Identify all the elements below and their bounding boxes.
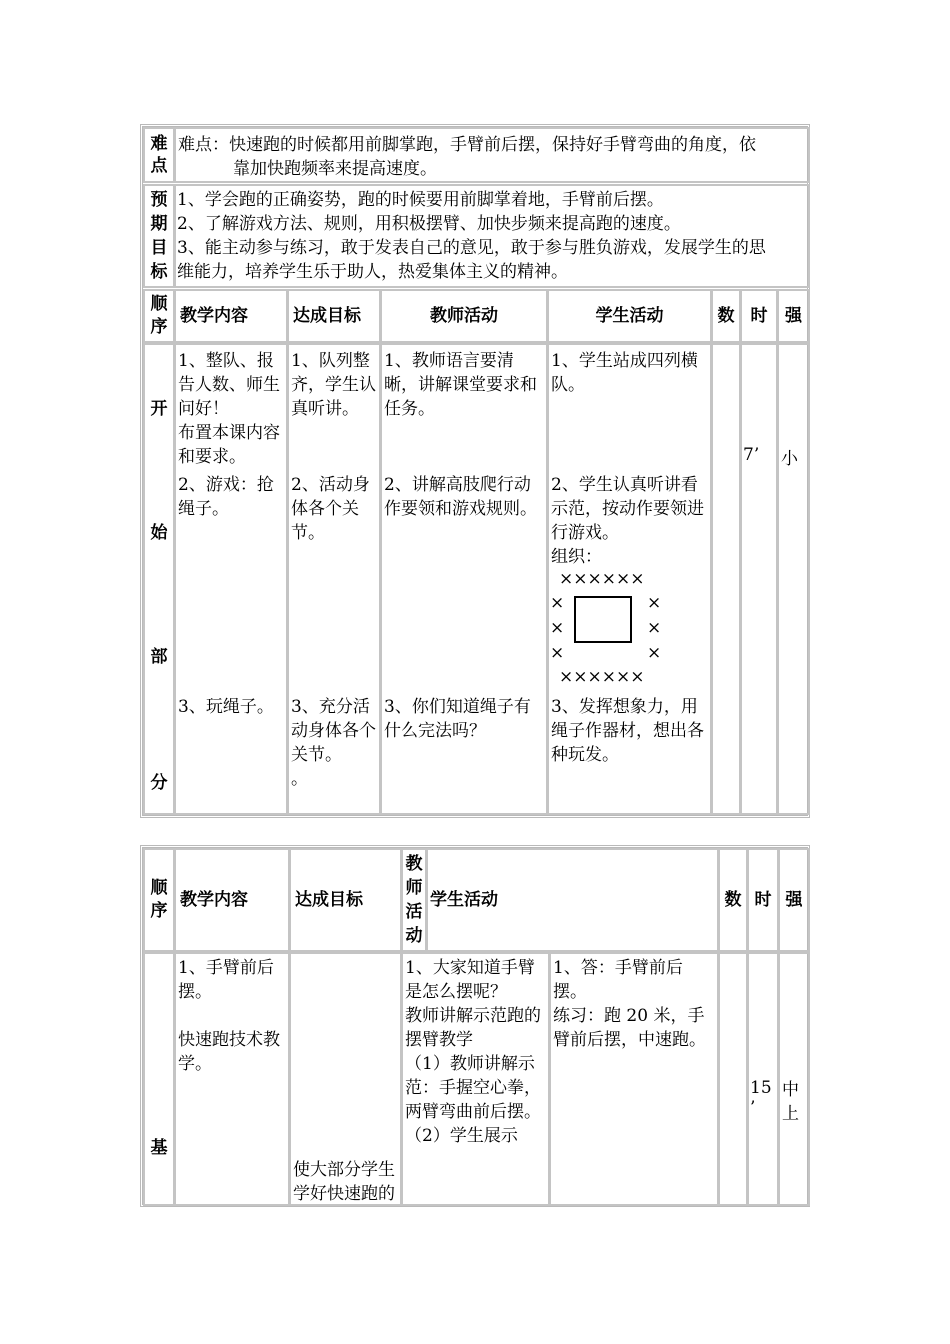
t2-header-order: 顺 序 — [143, 848, 175, 952]
student-item-1: 1、学生站成四列横队。 — [551, 351, 698, 395]
header-intensity: 强 — [777, 289, 810, 343]
difficulty-label: 难 点 — [143, 127, 175, 183]
header-target: 达成目标 — [287, 289, 381, 343]
header-order: 顺 序 — [143, 289, 175, 343]
t2-intensity-cell — [778, 952, 810, 1206]
teacher-item-2: 2、讲解高肢爬行动作要领和游戏规则。 — [384, 475, 537, 519]
lesson-plan-table-2 — [140, 845, 810, 1207]
intensity-value: 小 — [781, 449, 798, 469]
section-label-start — [143, 343, 175, 815]
target-item-3: 3、充分活动身体各个关节。 。 — [291, 697, 376, 789]
t2-section-char: 基 — [150, 1138, 168, 1158]
teacher-item-1: 1、教师语言要清晰，讲解课堂要求和任务。 — [384, 351, 537, 419]
t2-teacher-text: 1、大家知道手臂是怎么摆呢？ 教师讲解示范跑的摆臂教学 （1）教师讲解示范：手握空心拳，两臂弯曲前后摆。 （2）学生展示 — [405, 958, 541, 1146]
formation-left-2: × — [550, 618, 565, 638]
section-char-2: 始 — [150, 523, 168, 543]
target-cell — [287, 343, 381, 815]
t2-header-count: 数 — [718, 848, 748, 952]
student-item-3: 3、发挥想象力，用绳子作器材，想出各种玩发。 — [551, 697, 704, 765]
time-cell — [740, 343, 778, 815]
teacher-item-3: 3、你们知道绳子有什么完法吗？ — [384, 697, 531, 741]
t2-content-cell — [174, 952, 290, 1206]
t2-time-value: 15 ’ — [750, 1078, 772, 1118]
time-value: 7’ — [743, 445, 760, 465]
formation-right-1: × — [647, 593, 662, 613]
difficulty-text-continued: 靠加快跑频率来提高速度。 — [233, 159, 437, 179]
goals-label: 预 期 目 标 — [143, 184, 175, 288]
difficulty-text: 难点：快速跑的时候都用前脚掌跑，手臂前后摆，保持好手臂弯曲的角度，依 — [178, 135, 756, 155]
t2-target-text: 使大部分学生学好快速跑的 — [293, 1160, 395, 1204]
t2-teacher-cell — [401, 952, 550, 1206]
goal-line-1: 1、学会跑的正确姿势，跑的时候要用前脚掌着地，手臂前后摆。 — [177, 190, 664, 210]
t2-student-text: 1、答：手臂前后摆。 练习：跑 20 米，手臂前后摆，中速跑。 — [553, 958, 706, 1050]
section-char-1: 开 — [150, 399, 168, 419]
t2-count-cell — [718, 952, 748, 1206]
formation-diagram — [549, 567, 669, 687]
formation-top-row: ×××××× — [559, 569, 645, 589]
content-cell — [174, 343, 288, 815]
count-cell — [711, 343, 741, 815]
t2-section-label — [143, 952, 175, 1206]
header-content: 教学内容 — [174, 289, 288, 343]
goal-line-3: 3、能主动参与练习，敢于发表自己的意见，敢于参与胜负游戏，发展学生的思 — [177, 238, 766, 258]
t2-intensity-value: 中 上 — [782, 1080, 799, 1124]
goals-text-cell — [174, 184, 810, 288]
target-item-2: 2、活动身体各个关节。 — [291, 475, 370, 543]
goal-line-4: 维能力，培养学生乐于助人，热爱集体主义的精神。 — [177, 262, 568, 282]
header-count: 数 — [711, 289, 741, 343]
t2-header-target: 达成目标 — [289, 848, 402, 952]
formation-right-2: × — [647, 618, 662, 638]
content-item-1: 1、整队、报告人数、师生问好！ 布置本课内容和要求。 — [178, 351, 280, 467]
header-time: 时 — [740, 289, 778, 343]
content-item-2: 2、游戏：抢绳子。 — [178, 475, 274, 519]
content-item-3: 3、玩绳子。 — [178, 697, 274, 717]
student-item-2: 2、学生认真听讲看示范，按动作要领进行游戏。 组织： — [551, 475, 704, 567]
t2-header-content: 教学内容 — [174, 848, 290, 952]
goal-line-2: 2、了解游戏方法、规则，用积极摆臂、加快步频来提高跑的速度。 — [177, 214, 681, 234]
intensity-cell — [777, 343, 810, 815]
t2-content-text: 1、手臂前后摆。 快速跑技术教学。 — [178, 958, 280, 1074]
difficulty-text-cell — [174, 127, 810, 183]
t2-student-cell — [549, 952, 719, 1206]
formation-square — [574, 596, 632, 643]
t2-header-time: 时 — [747, 848, 779, 952]
formation-right-3: × — [647, 643, 662, 663]
t2-header-intensity: 强 — [778, 848, 810, 952]
formation-left-1: × — [550, 593, 565, 613]
formation-bottom-row: ×××××× — [559, 667, 645, 687]
section-char-3: 部 — [150, 647, 168, 667]
t2-time-cell — [747, 952, 779, 1206]
header-student: 学生活动 — [547, 289, 712, 343]
lesson-plan-table-1 — [140, 124, 810, 818]
section-char-4: 分 — [150, 773, 168, 793]
formation-left-3: × — [550, 643, 565, 663]
t2-target-cell — [289, 952, 402, 1206]
student-cell — [547, 343, 712, 815]
target-item-1: 1、队列整齐，学生认真听讲。 — [291, 351, 376, 419]
header-teacher: 教师活动 — [380, 289, 548, 343]
teacher-cell — [380, 343, 548, 815]
t2-header-teacher: 教 师 活 动 — [401, 848, 427, 952]
t2-header-student: 学生活动 — [426, 848, 719, 952]
